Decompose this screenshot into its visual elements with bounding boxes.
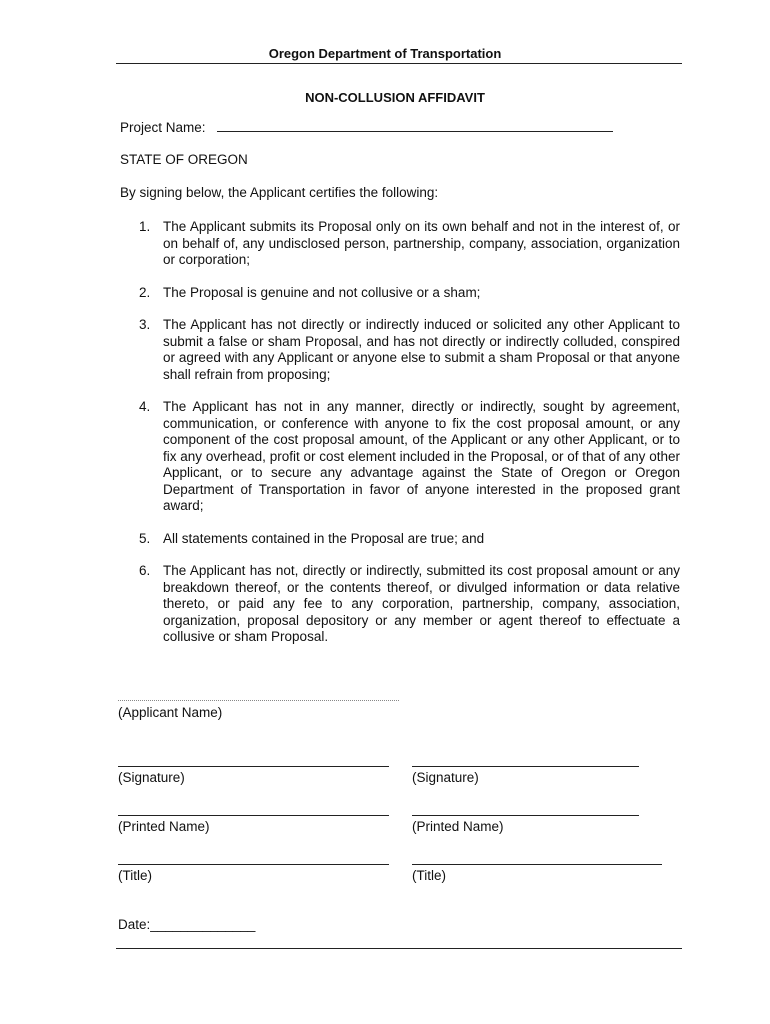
certification-item xyxy=(120,531,680,548)
item-text: The Applicant has not, directly or indirectly, submitted its cost proposal amount or any breakdown thereof, or the contents thereof, or divulged information or data relative thereto, or paid any fee to any corporation, partnership, company, association, organization, proposal depository or any member or agent thereof to effectuate a collusive or sham Proposal. xyxy=(163,563,680,644)
item-text: The Applicant has not directly or indirectly induced or solicited any other Applicant to submit a false or sham Proposal, and has not directly or indirectly colluded, conspired or agreed with any Applicant or anyone else to submit a sham Proposal or that anyone shall refrain from proposing; xyxy=(163,317,680,382)
signature-field-right[interactable] xyxy=(412,766,639,767)
signature-field-left[interactable] xyxy=(118,766,389,767)
printed-name-field-right[interactable] xyxy=(412,815,639,816)
signature-label-right: (Signature) xyxy=(412,770,479,785)
title-field-left[interactable] xyxy=(118,864,389,865)
title-label-left: (Title) xyxy=(118,868,152,883)
item-number: 6. xyxy=(139,563,151,578)
title-label-right: (Title) xyxy=(412,868,446,883)
item-number: 4. xyxy=(139,399,151,414)
item-text: The Applicant has not in any manner, directly or indirectly, sought by agreement, communication, or conference with anyone to fix the cost proposal amount, or any component of the cost proposal amount, of the Applicant or any other Applicant, or to fix any overhead, profit or cost element included in the Proposal, or of that of any other Applicant, or to secure any advantage against the State of Oregon or Oregon Department of Transportation in favor of anyone interested in the proposed grant award; xyxy=(163,399,680,513)
intro-text: By signing below, the Applicant certifies the following: xyxy=(120,185,439,200)
item-number: 2. xyxy=(139,284,151,300)
project-name-label: Project Name: xyxy=(120,120,206,135)
printed-name-label-left: (Printed Name) xyxy=(118,819,210,834)
applicant-name-field[interactable] xyxy=(118,700,399,701)
certification-item xyxy=(120,219,680,269)
footer-rule xyxy=(116,948,682,949)
applicant-name-label: (Applicant Name) xyxy=(118,705,223,720)
item-number: 3. xyxy=(139,317,151,332)
project-name-field[interactable] xyxy=(217,131,613,132)
title-field-right[interactable] xyxy=(412,864,662,865)
certification-list xyxy=(120,219,680,662)
signature-label-left: (Signature) xyxy=(118,770,185,785)
header-rule xyxy=(116,63,682,64)
date-field[interactable]: Date:______________ xyxy=(118,917,256,932)
item-text: The Proposal is genuine and not collusive or a sham; xyxy=(163,284,481,300)
header-organization: Oregon Department of Transportation xyxy=(268,46,502,61)
printed-name-field-left[interactable] xyxy=(118,815,389,816)
state-heading: STATE OF OREGON xyxy=(120,152,248,167)
certification-item xyxy=(120,563,680,646)
item-number: 1. xyxy=(139,219,151,234)
printed-name-label-right: (Printed Name) xyxy=(412,819,504,834)
document-title: NON-COLLUSION AFFIDAVIT xyxy=(305,90,485,105)
certification-item xyxy=(120,317,680,383)
certification-item xyxy=(120,285,680,302)
item-number: 5. xyxy=(139,530,151,546)
item-text: All statements contained in the Proposal are true; and xyxy=(163,530,485,546)
item-text: The Applicant submits its Proposal only on its own behalf and not in the interest of, or on behalf of, any undisclosed person, partnership, company, association, organization or corporation; xyxy=(163,219,680,267)
certification-item xyxy=(120,399,680,515)
